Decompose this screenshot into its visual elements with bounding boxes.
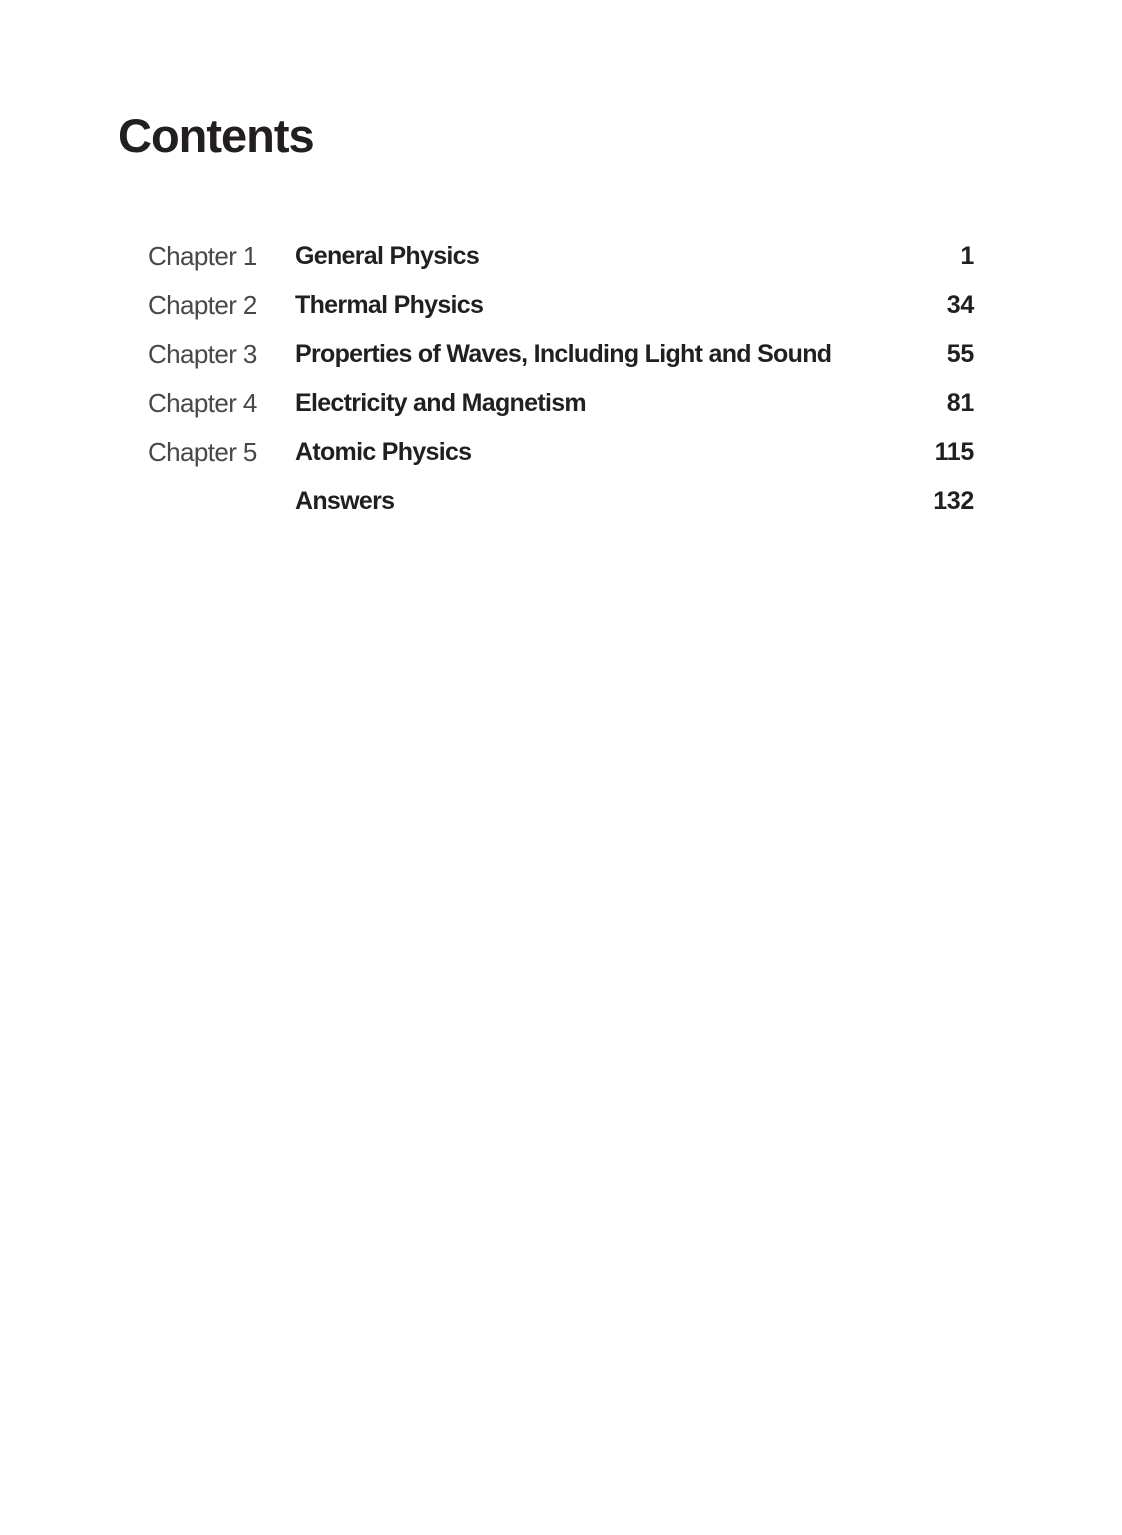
page-number: 1: [960, 242, 974, 270]
toc-entry[interactable]: [148, 334, 974, 383]
page-number: 55: [946, 340, 974, 368]
chapter-title[interactable]: Electricity and Magnetism: [295, 389, 586, 417]
chapter-label: Chapter 2: [148, 290, 257, 320]
toc-entry[interactable]: [148, 236, 974, 285]
chapter-title[interactable]: Properties of Waves, Including Light and Sound: [295, 340, 832, 368]
toc-entry-answers[interactable]: [148, 481, 974, 530]
chapter-title[interactable]: General Physics: [295, 242, 480, 270]
chapter-label: Chapter 1: [148, 241, 257, 271]
page-number: 34: [946, 291, 974, 319]
chapter-label: Chapter 5: [148, 437, 257, 467]
chapter-title[interactable]: Thermal Physics: [295, 291, 484, 319]
page-number: 132: [933, 487, 974, 515]
page-title: Contents: [118, 109, 314, 162]
table-of-contents: [148, 236, 974, 530]
toc-entry[interactable]: [148, 285, 974, 334]
chapter-title[interactable]: Answers: [295, 487, 395, 515]
chapter-label: Chapter 3: [148, 339, 257, 369]
page-number: 115: [934, 438, 974, 466]
toc-entry[interactable]: [148, 383, 974, 432]
page-number: 81: [946, 389, 974, 417]
chapter-label: Chapter 4: [148, 388, 257, 418]
toc-entry[interactable]: [148, 432, 974, 481]
chapter-title[interactable]: Atomic Physics: [295, 438, 472, 466]
